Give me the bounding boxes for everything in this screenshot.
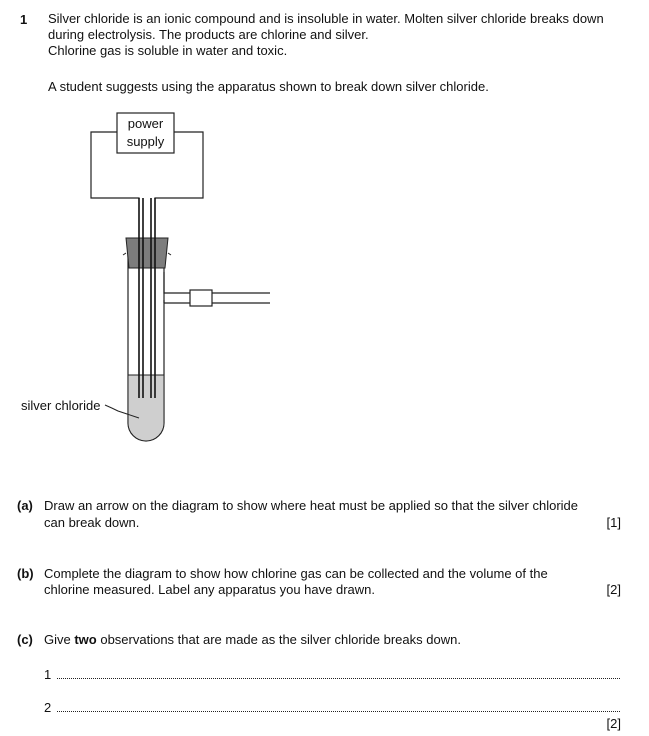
- part-a-line-1: Draw an arrow on the diagram to show where heat must be applied so that the silver chloride: [44, 498, 579, 513]
- intro-line-3: Chlorine gas is soluble in water and toxic.: [48, 43, 288, 58]
- silver-chloride-fill: [129, 375, 164, 440]
- intro-line-1: Silver chloride is an ionic compound and is insoluble in water. Molten silver chloride breaks down: [48, 11, 604, 26]
- power-supply-label-line-1: power: [127, 116, 164, 131]
- answer-line-1[interactable]: [57, 678, 620, 679]
- delivery-tube: [164, 272, 190, 303]
- power-supply-label-line-2: supply: [126, 134, 165, 149]
- part-a-label: (a): [17, 498, 33, 513]
- part-b-line-2: chlorine measured. Label any apparatus you have drawn.: [44, 582, 375, 597]
- part-a-marks: [1]: [606, 515, 621, 530]
- part-c-label: (c): [17, 632, 33, 647]
- answer-number-1: 1: [44, 667, 52, 682]
- electrolysis-apparatus-diagram: [0, 100, 320, 450]
- part-c-text-bold: two: [74, 632, 97, 647]
- intro-line-2: during electrolysis. The products are chlorine and silver.: [48, 27, 369, 42]
- answer-number-2: 2: [44, 700, 52, 715]
- answer-line-2[interactable]: [57, 711, 620, 712]
- stopper: [126, 238, 168, 268]
- part-b-marks: [2]: [606, 582, 621, 597]
- part-c-question: [44, 632, 461, 647]
- part-c-marks: [2]: [606, 716, 621, 731]
- question-number: 1: [20, 12, 28, 27]
- part-c-text-after: observations that are made as the silver chloride breaks down.: [96, 632, 461, 647]
- part-a-line-2: can break down.: [44, 515, 140, 530]
- part-c-text-before: Give: [44, 632, 75, 647]
- silver-chloride-label: silver chloride: [21, 398, 101, 413]
- part-b-label: (b): [17, 566, 34, 581]
- question-intro: [48, 11, 644, 59]
- student-suggestion: A student suggests using the apparatus shown to break down silver chloride.: [48, 79, 489, 94]
- part-b-line-1: Complete the diagram to show how chlorine gas can be collected and the volume of the: [44, 566, 548, 581]
- delivery-tube-connector: [190, 290, 212, 306]
